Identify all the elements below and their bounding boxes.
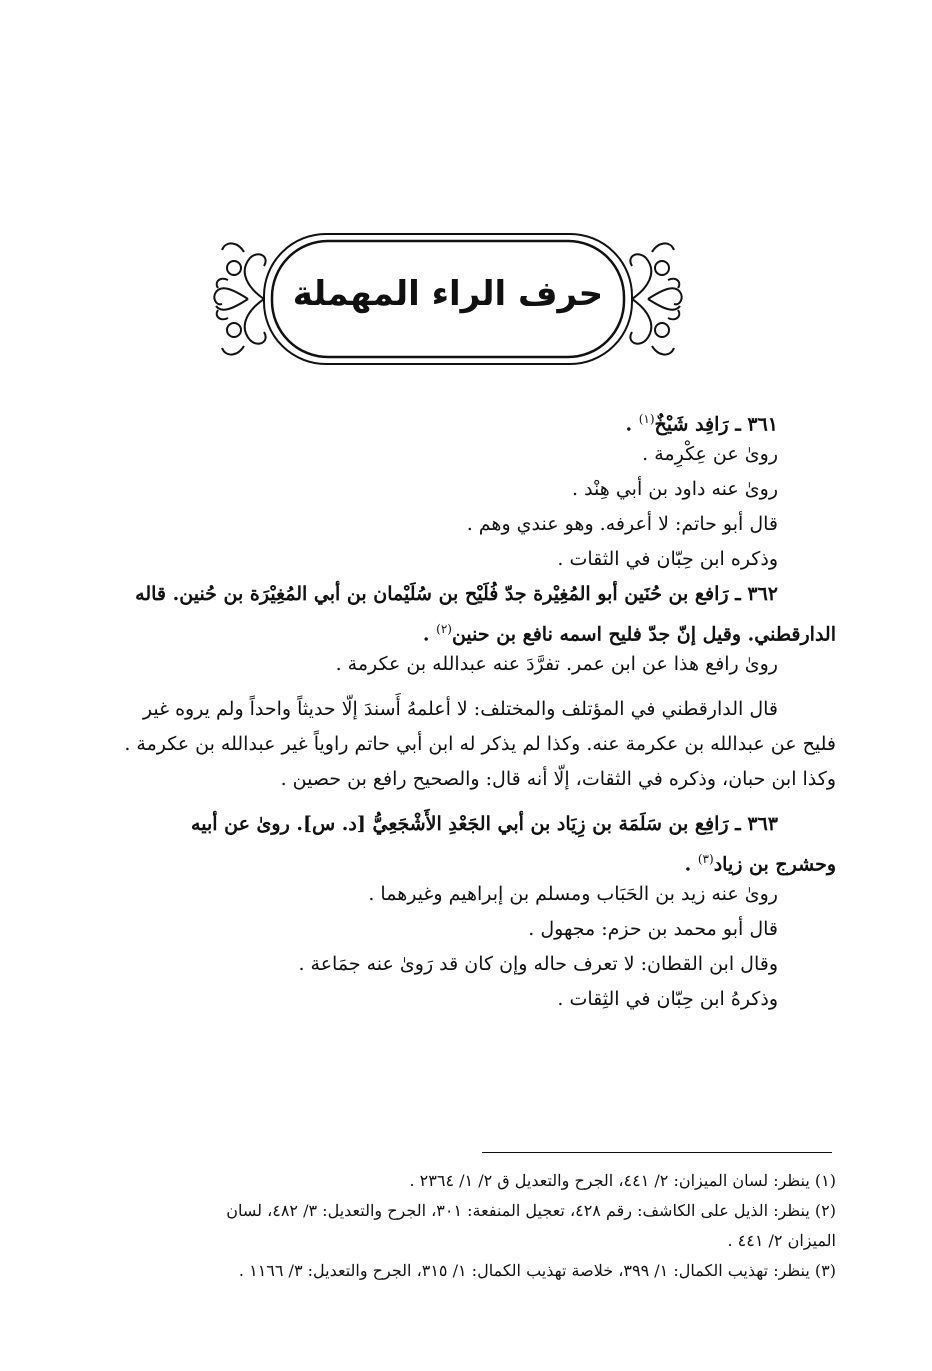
entry-361-line-3: قال أبو حاتم: لا أعرفه. وهو عندي وهم . (466, 513, 778, 535)
entries-body (88, 402, 836, 1017)
entry-361-line-2: روىٰ عنه داود بن أبي هِنْد . (571, 478, 778, 500)
chapter-title: حرف الراء المهملة (292, 274, 604, 314)
entry-362-para-1: قال الدارقطني في المؤتلف والمختلف: لا أعلمهُ أَسندَ إلّا حديثاً واحداً ولم يروه غير (142, 698, 778, 720)
footnote-3: (٣) ينظر: تهذيب الكمال: ١/ ٣٩٩، خلاصة تهذيب الكمال: ١/ ٣١٥، الجرح والتعديل: ٣/ ١١٦٦ . (238, 1261, 836, 1280)
entry-362-title-1: ٣٦٢ ـ رَافع بن حُنَين أبو المُغِيْرة جدّ فُلَيْح بن سُلَيْمان بن أبي المُغِيْرَة بن حُنين. قاله (135, 583, 778, 605)
entry-363-line-1: روىٰ عنه زيد بن الحَبَاب ومسلم بن إبراهيم وغيرهما . (368, 883, 778, 905)
footnote-2-continued: الميزان ٢/ ٤٤١ . (727, 1231, 836, 1250)
entry-363-line-3: وقال ابن القطان: لا تعرف حاله وإن كان قد رَوىٰ عنه جمَاعة . (298, 953, 778, 975)
chapter-header (208, 228, 688, 370)
entry-363-title-2: وحشرج بن زياد$^{(٣)}$ . (684, 852, 836, 876)
entry-361-line-4: وذكره ابن حِبّان في الثقات . (557, 548, 778, 570)
footnotes (88, 1166, 836, 1286)
entry-363-title-1: ٣٦٣ ـ رَافِع بن سَلَمَة بن زِيَاد بن أبي الجَعْدِ الأَشْجَعِيُّ [د. س]. روىٰ عن أبيه (191, 813, 778, 835)
footnote-1: (١) ينظر: لسان الميزان: ٢/ ٤٤١، الجرح والتعديل ق ٢/ ١/ ٢٣٦٤ . (409, 1171, 836, 1190)
entry-363-line-4: وذكرهُ ابن حِبّان في الثِقات . (557, 988, 778, 1010)
entry-362-line-1: روىٰ رافع هذا عن ابن عمر. تفرَّدَ عنه عبدالله بن عكرمة . (335, 653, 778, 675)
entry-361-title: ٣٦١ ـ رَافِد شَيْخٌ$^{(١)}$ . (625, 412, 778, 436)
footnote-separator (482, 1152, 832, 1153)
entry-362-para-3: وكذا ابن حبان، وذكره في الثقات، إلّا أنه قال: والصحيح رافع بن حصين . (280, 768, 836, 790)
entry-362-para-2: فليح عن عبدالله بن عكرمة عنه. وكذا لم يذكر له ابن أبي حاتم راوياً غير عبدالله بن عكرمة . (124, 733, 836, 755)
footnote-2: (٢) ينظر: الذيل على الكاشف: رقم ٤٢٨، تعجيل المنفعة: ٣٠١، الجرح والتعديل: ٣/ ٤٨٢، لسان (226, 1201, 836, 1220)
entry-362-title-2: الدارقطني. وقيل إنّ جدّ فليح اسمه نافع بن حنين$^{(٢)}$ . (422, 622, 836, 646)
entry-361-line-1: روىٰ عن عِكْرِمة . (642, 443, 778, 465)
entry-363-line-2: قال أبو محمد بن حزم: مجهول . (528, 918, 778, 940)
